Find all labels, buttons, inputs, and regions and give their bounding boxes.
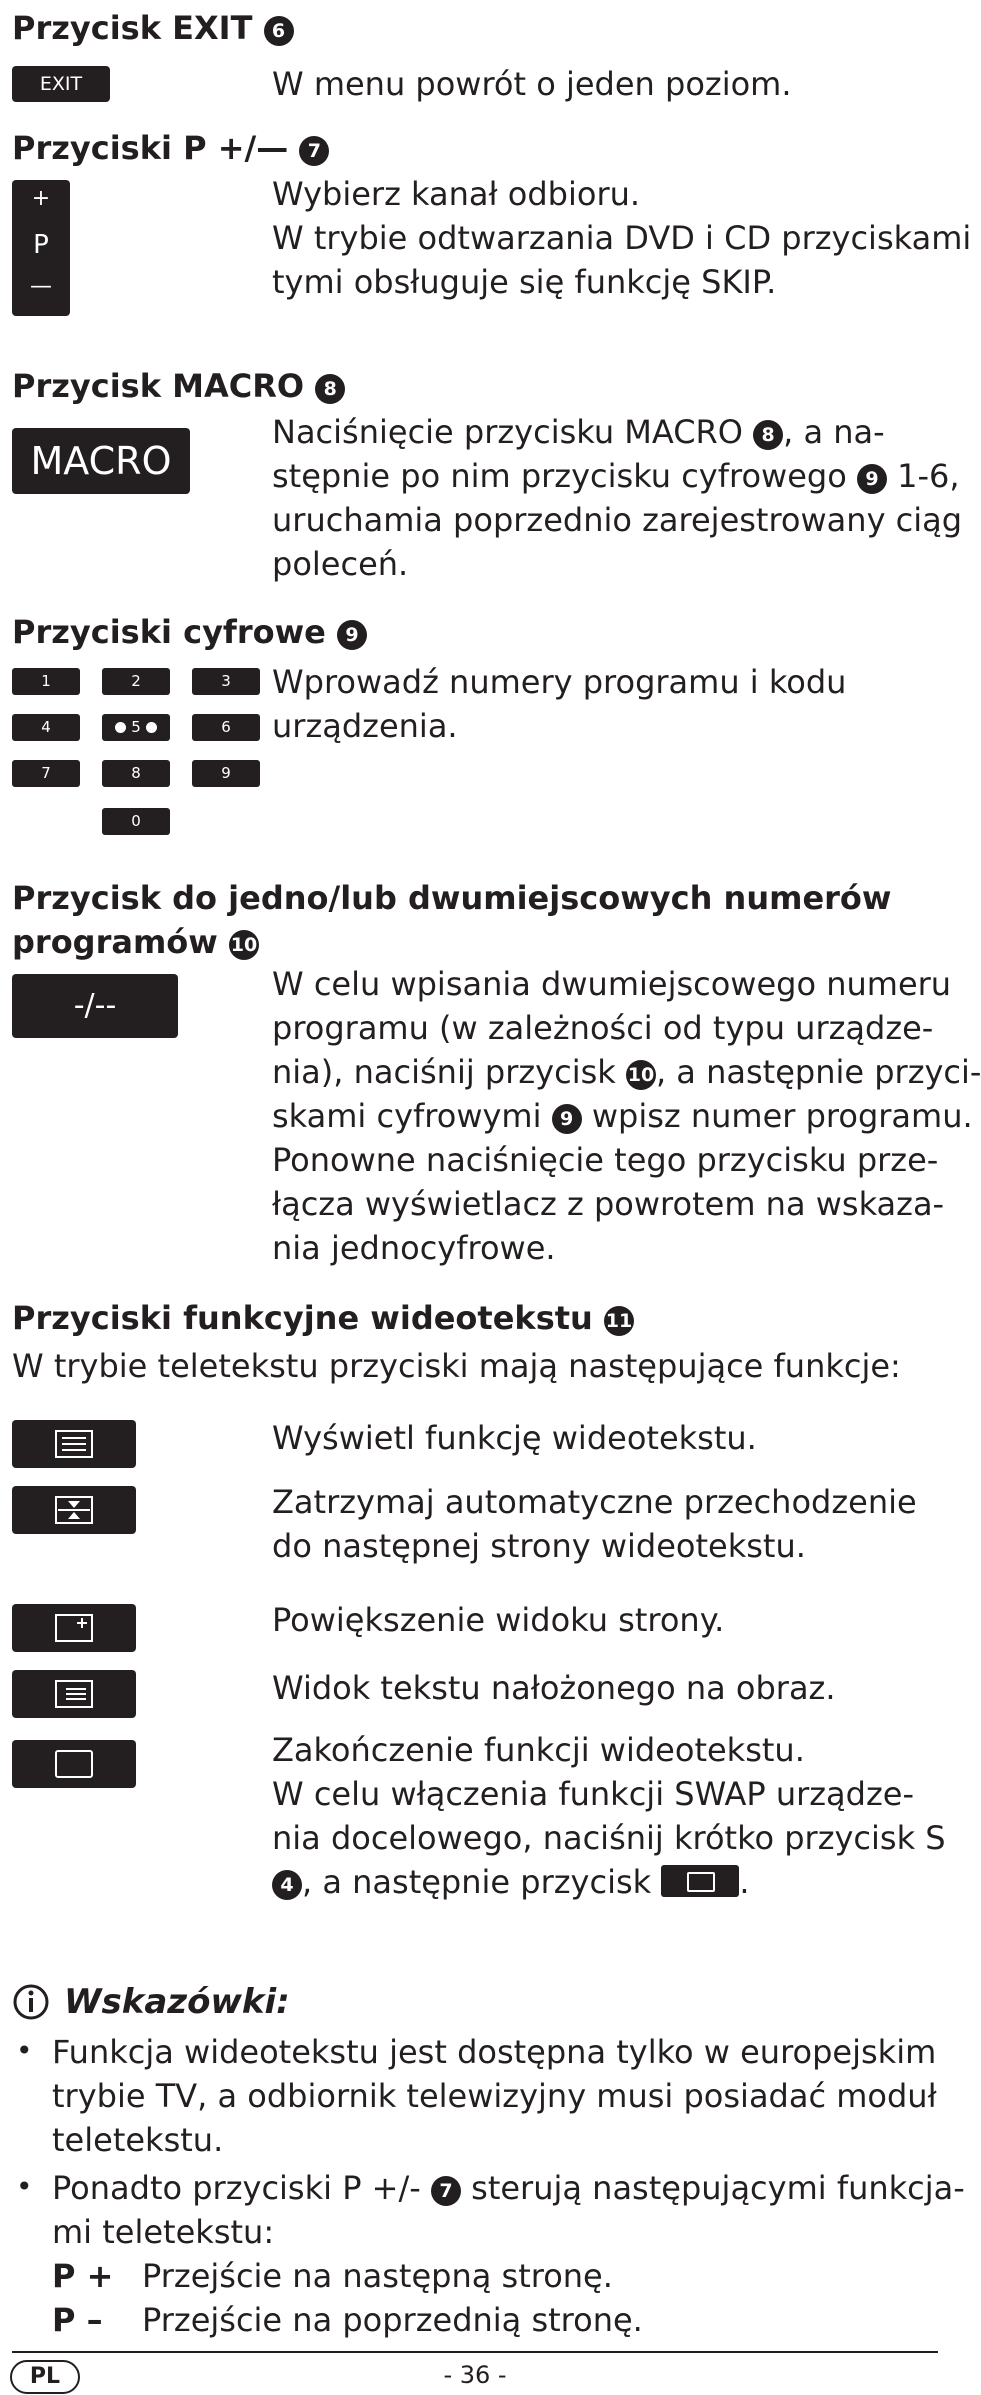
digit-key-5-label: 5 [131,718,141,736]
videotext-row-5-line-1: Zakończenie funkcji wideotekstu. [272,1731,805,1769]
twodigit-line-2: programu (w zależności od typu urządze- [272,1009,934,1047]
videotext-heading-text: Przyciski funkcyjne wideotekstu [12,1299,593,1337]
twodigit-line-4-end: wpisz numer programu. [581,1097,973,1135]
tip-2-line-2: mi teletekstu: [52,2213,275,2251]
digits-line-2: urządzenia. [272,707,458,745]
two-digit-key-label: -/-- [73,988,117,1023]
macro-key [12,428,190,494]
macro-line-2-end: 1-6, [886,457,960,495]
tips-title: Wskazówki: [64,1982,290,2022]
p-plus-description: Przejście na następną stronę. [142,2257,613,2295]
macro-line-3: uruchamia poprzednio zarejestrowany ciąg [272,501,963,539]
dot-icon [146,722,157,733]
digit-key-5 [102,714,170,741]
callout-number: 8 [315,374,345,404]
tip-2-line-1-text: Ponadto przyciski P +/- [52,2169,421,2207]
exit-heading-text: Przycisk EXIT [12,9,253,47]
footer-rule [12,2351,938,2353]
text-mode-key [12,1420,136,1468]
callout-number: 4 [272,1870,302,1900]
twodigit-line-3 [272,1050,981,1094]
bullet-dot: • [16,2170,33,2203]
language-badge: PL [10,2360,80,2394]
enlarge-icon [54,1613,94,1643]
p-buttons-line-1: Wybierz kanał odbioru. [272,175,641,213]
callout-number: 9 [552,1104,582,1134]
tip-1-line-1: Funkcja wideotekstu jest dostępna tylko w europejskim [52,2033,937,2071]
digits-heading [12,610,367,654]
videotext-row-5-line-3: nia docelowego, naciśnij krótko przycisk S [272,1819,946,1857]
p-plus-label: P + [52,2257,114,2295]
exit-description: W menu powrót o jeden poziom. [272,65,792,103]
exit-heading [12,6,294,50]
twodigit-line-7: nia jednocyfrowe. [272,1229,556,1267]
exit-text-icon [54,1749,94,1779]
twodigit-line-4-text: skami cyfrowymi [272,1097,542,1135]
p-key-p: P [33,230,49,260]
p-minus-description: Przejście na poprzednią stronę. [142,2301,643,2339]
twodigit-line-6: łącza wyświetlacz z powrotem na wskaza- [272,1185,945,1223]
videotext-last-end: . [739,1863,750,1901]
p-minus-label: P – [52,2301,103,2339]
exit-key [12,66,110,102]
digit-key-8: 8 [102,760,170,787]
videotext-intro: W trybie teletekstu przyciski mają następujące funkcje: [12,1347,901,1385]
p-buttons-line-3: tymi obsługuje się funkcję SKIP. [272,263,777,301]
inline-exit-text-key [661,1865,739,1897]
videotext-row-4-line-1: Widok tekstu nałożonego na obraz. [272,1669,836,1707]
callout-number: 10 [229,930,259,960]
digit-key-6: 6 [192,714,260,741]
videotext-row-2-line-2: do następnej strony wideotekstu. [272,1527,806,1565]
page-number: - 36 - [443,2361,507,2389]
twodigit-line-3-end: , a następnie przyci- [655,1053,981,1091]
callout-number: 7 [299,136,329,166]
callout-number: 9 [337,620,367,650]
videotext-row-3-line-1: Powiększenie widoku strony. [272,1601,725,1639]
tips-header [12,1980,290,2024]
digit-key-9: 9 [192,760,260,787]
callout-number: 9 [857,464,887,494]
videotext-row-1-line-1: Wyświetl funkcję wideotekstu. [272,1419,757,1457]
p-key-minus: — [30,274,52,299]
videotext-row-2-line-1: Zatrzymaj automatyczne przechodzenie [272,1483,917,1521]
callout-number: 10 [626,1060,656,1090]
enlarge-key [12,1604,136,1652]
macro-line-1 [272,410,885,454]
p-key-plus: + [31,186,51,211]
macro-key-label: MACRO [30,439,172,483]
callout-number: 11 [604,1306,634,1336]
macro-heading-text: Przycisk MACRO [12,367,305,405]
tip-2-line-1 [52,2166,965,2210]
digits-line-1: Wprowadź numery programu i kodu [272,663,847,701]
tip-1-line-3: teletekstu. [52,2121,224,2159]
callout-number: 6 [264,16,294,46]
exit-text-icon [687,1872,715,1892]
hold-page-key [12,1486,136,1534]
macro-line-4: poleceń. [272,545,409,583]
macro-line-1-end: , a na- [783,413,885,451]
digits-heading-text: Przyciski cyfrowe [12,613,326,651]
digit-key-3: 3 [192,668,260,695]
exit-key-label: EXIT [39,73,83,95]
videotext-last-text: , a następnie przycisk [302,1863,652,1901]
macro-line-1-text: Naciśnięcie przycisku MACRO [272,413,743,451]
videotext-row-5-line-2: W celu włączenia funkcji SWAP urządze- [272,1775,914,1813]
digit-key-0: 0 [102,808,170,835]
videotext-heading [12,1296,634,1340]
p-plus-minus-key [12,180,70,316]
bullet-dot: • [16,2034,33,2067]
twodigit-line-1: W celu wpisania dwumiejscowego numeru [272,965,952,1003]
exit-text-key [12,1740,136,1788]
p-buttons-heading-text: Przyciski P +/— [12,129,289,167]
mix-key [12,1670,136,1718]
info-icon [12,1983,50,2021]
macro-line-2-text: stępnie po nim przycisku cyfrowego [272,457,847,495]
macro-heading [12,364,345,408]
twodigit-line-4 [272,1094,973,1138]
callout-number: 8 [753,420,783,450]
digit-key-1: 1 [12,668,80,695]
mix-icon [54,1679,94,1709]
p-buttons-line-2: W trybie odtwarzania DVD i CD przyciskami [272,219,972,257]
callout-number: 7 [431,2176,461,2206]
twodigit-line-5: Ponowne naciśnięcie tego przycisku prze- [272,1141,939,1179]
two-digit-key [12,974,178,1038]
twodigit-heading-line-2 [12,920,259,964]
dot-icon [115,722,126,733]
twodigit-heading-text: programów [12,923,218,961]
videotext-row-5-line-4 [272,1860,750,1904]
digit-key-4: 4 [12,714,80,741]
hold-page-icon [54,1495,94,1525]
macro-line-2 [272,454,960,498]
twodigit-line-3-text: nia), naciśnij przycisk [272,1053,616,1091]
tip-2-line-1-end: sterują następującymi funkcja- [460,2169,965,2207]
digit-key-7: 7 [12,760,80,787]
twodigit-heading-line-1: Przycisk do jedno/lub dwumiejscowych numerów [12,879,892,917]
digit-key-2: 2 [102,668,170,695]
p-buttons-heading [12,126,329,170]
text-mode-icon [54,1429,94,1459]
tip-1-line-2: trybie TV, a odbiornik telewizyjny musi posiadać moduł [52,2077,937,2115]
